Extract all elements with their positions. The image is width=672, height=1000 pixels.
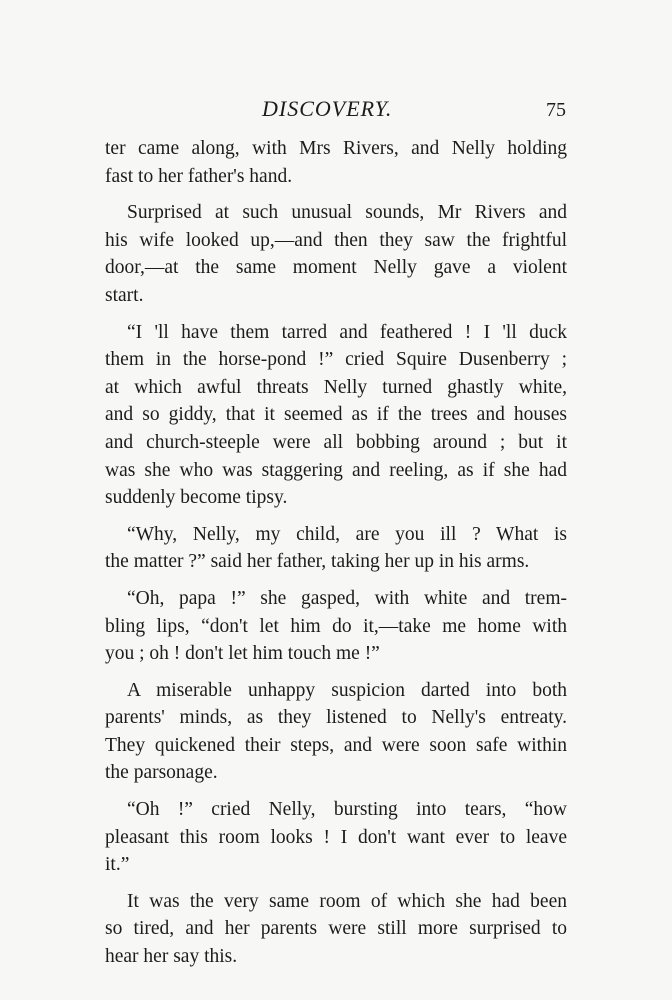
paragraph xyxy=(105,521,567,576)
paragraph xyxy=(105,135,567,190)
text-line: the parsonage. xyxy=(105,762,218,784)
text-line: Surprised at such unusual sounds, Mr Rivers and xyxy=(127,202,567,224)
paragraph-gap xyxy=(105,512,567,521)
text-line: hear her say this. xyxy=(105,946,238,968)
text-line: “Why, Nelly, my child, are you ill ? What is xyxy=(127,523,567,545)
paragraph-gap xyxy=(105,879,567,888)
text-line: “Oh, papa !” she gasped, with white and trem- xyxy=(127,587,567,609)
text-line: bling lips, “don't let him do it,—take me home with xyxy=(105,615,567,637)
paragraph xyxy=(105,677,567,787)
text-line: and church-steeple were all bobbing around ; but it xyxy=(105,431,567,453)
paragraph xyxy=(105,319,567,512)
text-line: them in the horse-pond !” cried Squire Dusenberry ; xyxy=(105,349,567,371)
text-line: you ; oh ! don't let him touch me !” xyxy=(105,643,380,665)
paragraph xyxy=(105,199,567,309)
body-text xyxy=(105,135,567,971)
text-line: parents' minds, as they listened to Nelly's entreaty. xyxy=(105,707,567,729)
text-line: “I 'll have them tarred and feathered ! I 'll duck xyxy=(127,321,567,343)
paragraph xyxy=(105,888,567,971)
text-line: It was the very same room of which she had been xyxy=(127,890,567,912)
paragraph xyxy=(105,585,567,668)
page-number: 75 xyxy=(546,99,566,121)
text-line: it.” xyxy=(105,854,130,876)
paragraph-gap xyxy=(105,310,567,319)
text-line: at which awful threats Nelly turned ghastly white, xyxy=(105,376,567,398)
text-line: door,—at the same moment Nelly gave a violent xyxy=(105,257,567,279)
text-line: They quickened their steps, and were soon safe within xyxy=(105,734,567,756)
text-line: so tired, and her parents were still more surprised to xyxy=(105,918,567,940)
text-line: suddenly become tipsy. xyxy=(105,487,288,509)
paragraph-gap xyxy=(105,576,567,585)
text-line: and so giddy, that it seemed as if the trees and houses xyxy=(105,404,567,426)
text-line: ter came along, with Mrs Rivers, and Nelly holding xyxy=(105,138,567,159)
text-line: start. xyxy=(105,284,144,306)
text-line: pleasant this room looks ! I don't want ever to leave xyxy=(105,826,567,848)
text-line: was she who was staggering and reeling, as if she had xyxy=(105,459,567,481)
text-line: “Oh !” cried Nelly, bursting into tears, “how xyxy=(127,799,567,821)
text-line: fast to her father's hand. xyxy=(105,165,293,187)
paragraph-gap xyxy=(105,787,567,796)
text-line: A miserable unhappy suspicion darted into both xyxy=(127,679,567,701)
paragraph xyxy=(105,796,567,879)
text-line: his wife looked up,—and then they saw the frightful xyxy=(105,229,567,251)
running-head xyxy=(0,96,672,130)
text-line: the matter ?” said her father, taking her up in his arms. xyxy=(105,551,530,573)
running-head-title: DISCOVERY. xyxy=(262,96,393,121)
paragraph-gap xyxy=(105,190,567,199)
paragraph-gap xyxy=(105,668,567,677)
